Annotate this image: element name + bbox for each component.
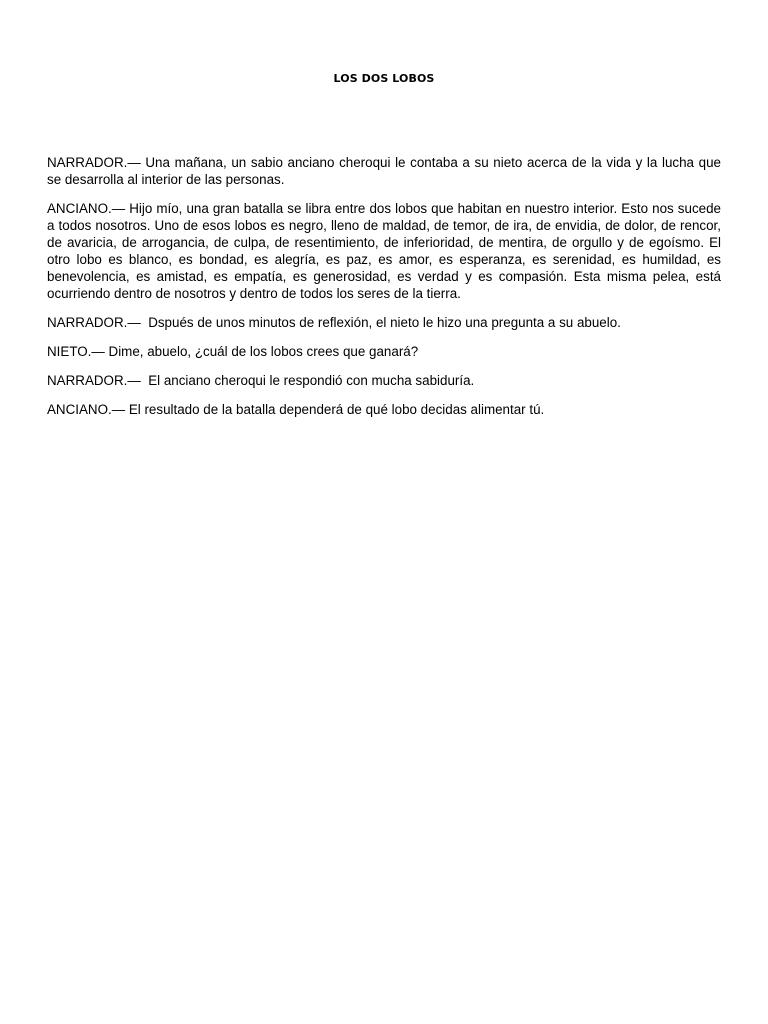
speaker-label: NARRADOR.— (47, 373, 141, 388)
speaker-label: NARRADOR.— (47, 315, 141, 330)
document-title: LOS DOS LOBOS (333, 72, 435, 85)
speaker-label: NIETO.— (47, 344, 105, 359)
paragraph-text: El resultado de la batalla dependerá de qué lobo decidas alimentar tú. (125, 402, 545, 417)
paragraph-text: El anciano cheroqui le respondió con mucha sabiduría. (140, 373, 475, 388)
speaker-label: NARRADOR.— (47, 155, 141, 170)
paragraph-text: Dime, abuelo, ¿cuál de los lobos crees que ganará? (104, 344, 419, 359)
speaker-label: ANCIANO.— (47, 402, 126, 417)
paragraph-anciano-conclusion (47, 401, 721, 418)
paragraph-anciano-speech (47, 200, 721, 302)
paragraph-narrator-reflection (47, 314, 721, 331)
paragraph-nieto-question (47, 343, 721, 360)
paragraph-narrator-intro (47, 154, 721, 188)
paragraph-text: Dspués de unos minutos de reflexión, el nieto le hizo una pregunta a su abuelo. (140, 315, 621, 330)
paragraph-narrator-answer (47, 372, 721, 389)
document-body (47, 154, 721, 430)
speaker-label: ANCIANO.— (47, 201, 126, 216)
paragraph-text: Una mañana, un sabio anciano cheroqui le contaba a su nieto acerca de la vida y la lucha que se desarrolla al interior de las personas. (47, 155, 721, 187)
paragraph-text: Hijo mío, una gran batalla se libra entre dos lobos que habitan en nuestro interior. Esto nos sucede a todos nosotros. Uno de esos lobos es negro, lleno de maldad, de temor, de ira, de envidia, de dolor, de rencor, de avaricia, de arrogancia, de culpa, de resentimiento, de inferioridad, de mentira, de orgullo y de egoísmo. El otro lobo es blanco, es bondad, es alegría, es paz, es amor, es esperanza, es serenidad, es humildad, es benevolencia, es amistad, es empatía, es generosidad, es verdad y es compasión. Esta misma pelea, está ocurriendo dentro de nosotros y dentro de todos los seres de la tierra. (47, 201, 721, 301)
